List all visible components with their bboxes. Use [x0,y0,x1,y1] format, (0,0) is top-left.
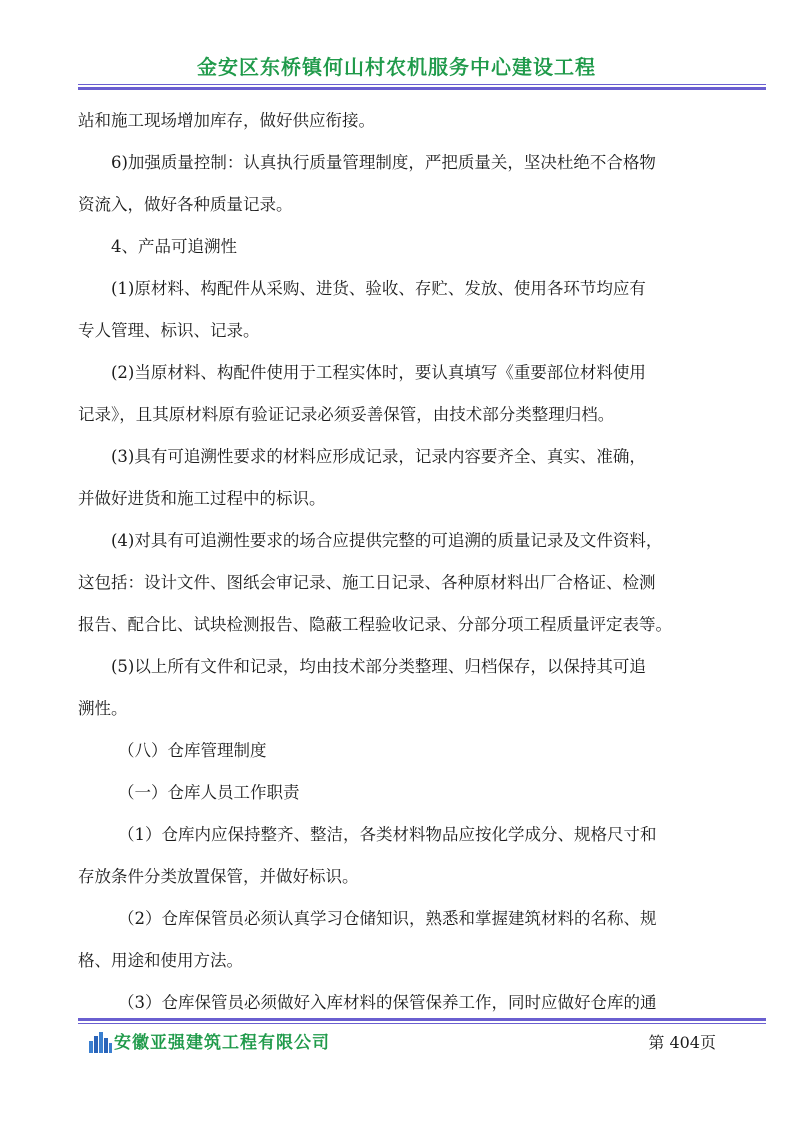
text-line: 存放条件分类放置保管，并做好标识。 [78,867,359,886]
text-line: 并做好进货和施工过程中的标识。 [78,489,326,508]
text-line: (1)原材料、构配件从采购、进货、验收、存贮、发放、使用各环节均应有 [111,279,646,298]
header-title: 金安区东桥镇何山村农机服务中心建设工程 [197,55,596,79]
text-line: 格、用途和使用方法。 [78,951,243,970]
section-heading: （八）仓库管理制度 [118,741,267,760]
footer-rule-thick [78,1018,766,1021]
section-heading: （一）仓库人员工作职责 [118,783,300,802]
text-line: (4)对具有可追溯性要求的场合应提供完整的可追溯的质量记录及文件资料， [111,531,663,550]
text-line: (5)以上所有文件和记录，均由技术部分类整理、归档保存，以保持其可追 [111,657,646,676]
footer-rule-thin [78,1023,766,1024]
text-line: 这包括：设计文件、图纸会审记录、施工日记录、各种原材料出厂合格证、检测 [78,573,656,592]
text-line: (3)具有可追溯性要求的材料应形成记录，记录内容要齐全、真实、准确， [111,447,646,466]
header-rule-thick [78,87,766,90]
text-line: 资流入，做好各种质量记录。 [78,195,293,214]
text-line: 6)加强质量控制：认真执行质量管理制度，严把质量关，坚决杜绝不合格物 [111,153,656,172]
document-body [78,100,738,1024]
text-line: 报告、配合比、试块检测报告、隐蔽工程验收记录、分部分项工程质量评定表等。 [78,615,672,634]
company-logo-icon [88,1031,112,1053]
page-footer [78,1028,766,1058]
text-line: (2)当原材料、构配件使用于工程实体时，要认真填写《重要部位材料使用 [111,363,646,382]
text-line: （2）仓库保管员必须认真学习仓储知识，熟悉和掌握建筑材料的名称、规 [118,909,657,928]
text-line: 站和施工现场增加库存，做好供应衔接。 [78,111,375,130]
text-line: （3）仓库保管员必须做好入库材料的保管保养工作，同时应做好仓库的通 [118,993,657,1012]
section-heading: 4、产品可追溯性 [111,237,237,256]
text-line: 专人管理、标识、记录。 [78,321,260,340]
text-line: （1）仓库内应保持整齐、整洁，各类材料物品应按化学成分、规格尺寸和 [118,825,657,844]
header-rule-thin [78,84,766,85]
text-line: 记录》，且其原材料原有验证记录必须妥善保管，由技术部分类整理归档。 [78,405,615,424]
text-line: 溯性。 [78,699,128,718]
page-number: 第 404页 [648,1033,716,1052]
company-name: 安徽亚强建筑工程有限公司 [114,1033,330,1053]
